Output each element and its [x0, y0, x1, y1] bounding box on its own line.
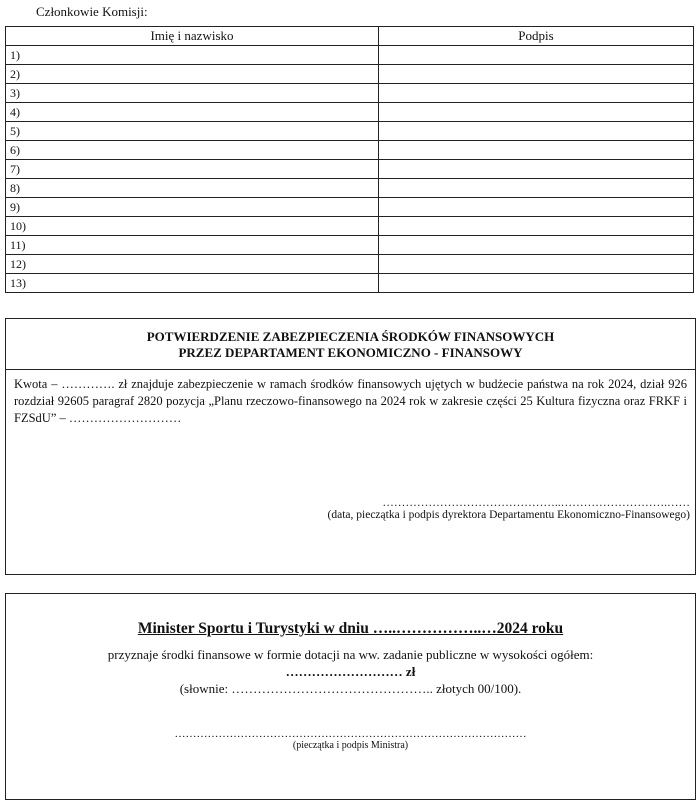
member-name-cell[interactable]: 8) [6, 179, 379, 198]
table-header-row [6, 27, 694, 46]
member-name-cell[interactable]: 11) [6, 236, 379, 255]
confirmation-title [6, 319, 695, 361]
minister-title: Minister Sportu i Turystyki w dniu …..……………..…2024 roku [137, 620, 564, 637]
table-row [6, 141, 694, 160]
director-signature-block [328, 497, 690, 521]
table-row [6, 160, 694, 179]
director-signature-caption: (data, pieczątka i podpis dyrektora Departamentu Ekonomiczno-Finansowego) [327, 509, 690, 521]
member-signature-cell[interactable] [379, 141, 694, 160]
table-row [6, 255, 694, 274]
member-name-cell[interactable]: 4) [6, 103, 379, 122]
minister-amount-words[interactable]: (słownie: ……………………………………….. złotych 00/100). [179, 681, 522, 696]
member-signature-cell[interactable] [379, 236, 694, 255]
member-name-cell[interactable]: 10) [6, 217, 379, 236]
director-signature-line[interactable]: ………………………………………..……………………….…… [382, 497, 690, 509]
table-row [6, 236, 694, 255]
table-row [6, 46, 694, 65]
member-signature-cell[interactable] [379, 274, 694, 293]
committee-members-table [5, 26, 694, 293]
column-header-name: Imię i nazwisko [6, 27, 379, 46]
confirmation-text: Kwota – …………. zł znajduje zabezpieczenie w ramach środków finansowych ujętych w budżecie państwa na rok 2024, dział 926 rozdział 92605 paragraf 2820 pozycja „Planu rzeczowo-finansowego na 2024 rok w zakresie części 25 Kultura fizyczna oraz FRKF i FZSdU” – ……………………… [14, 377, 687, 425]
minister-signature-line[interactable]: …………………………………………………………………………………… [174, 728, 527, 740]
member-name-cell[interactable]: 6) [6, 141, 379, 160]
funding-confirmation-box [5, 318, 696, 575]
table-row [6, 179, 694, 198]
minister-amount[interactable]: ……………………… zł [285, 664, 416, 679]
confirmation-title-line1: POTWIERDZENIE ZABEZPIECZENIA ŚRODKÓW FINANSOWYCH [146, 329, 555, 344]
table-row [6, 103, 694, 122]
member-name-cell[interactable]: 3) [6, 84, 379, 103]
table-row [6, 84, 694, 103]
member-signature-cell[interactable] [379, 65, 694, 84]
table-row [6, 217, 694, 236]
member-signature-cell[interactable] [379, 217, 694, 236]
member-signature-cell[interactable] [379, 103, 694, 122]
member-signature-cell[interactable] [379, 198, 694, 217]
committee-label: Członkowie Komisji: [36, 4, 148, 19]
member-signature-cell[interactable] [379, 84, 694, 103]
member-name-cell[interactable]: 7) [6, 160, 379, 179]
minister-signature-block [6, 728, 695, 751]
member-name-cell[interactable]: 1) [6, 46, 379, 65]
member-signature-cell[interactable] [379, 255, 694, 274]
minister-grant-text: przyznaje środki finansowe w formie dotacji na ww. zadanie publiczne w wysokości ogółem: [107, 647, 594, 662]
member-signature-cell[interactable] [379, 122, 694, 141]
table-row [6, 274, 694, 293]
member-name-cell[interactable]: 5) [6, 122, 379, 141]
member-signature-cell[interactable] [379, 46, 694, 65]
minister-decision-box [5, 593, 696, 800]
table-row [6, 122, 694, 141]
table-row [6, 65, 694, 84]
column-header-signature: Podpis [379, 27, 694, 46]
confirmation-title-line2: PRZEZ DEPARTAMENT EKONOMICZNO - FINANSOWY [178, 345, 523, 360]
member-signature-cell[interactable] [379, 179, 694, 198]
member-name-cell[interactable]: 12) [6, 255, 379, 274]
member-signature-cell[interactable] [379, 160, 694, 179]
member-name-cell[interactable]: 9) [6, 198, 379, 217]
minister-signature-caption: (pieczątka i podpis Ministra) [292, 740, 409, 751]
member-name-cell[interactable]: 13) [6, 274, 379, 293]
table-row [6, 198, 694, 217]
member-name-cell[interactable]: 2) [6, 65, 379, 84]
